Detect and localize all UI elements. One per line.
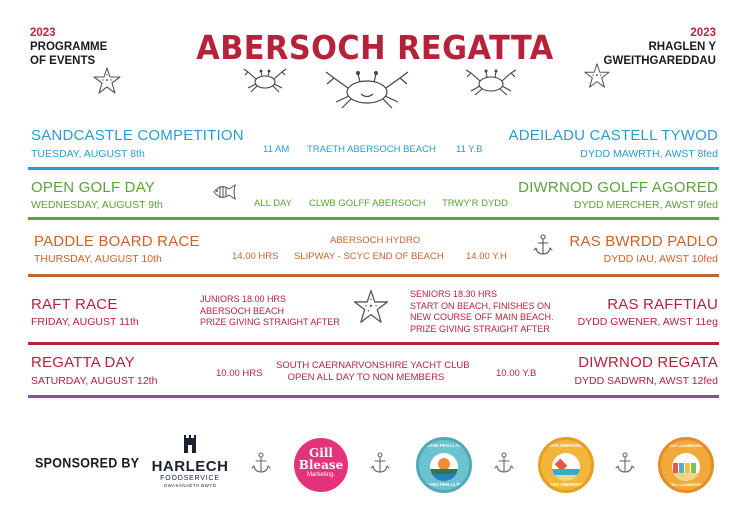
event-venue: SLIPWAY - SCYC END OF BEACH bbox=[294, 251, 444, 262]
gill-blease-logo bbox=[294, 438, 348, 492]
anchor-icon bbox=[494, 451, 514, 475]
gill-line3: Marketing. bbox=[306, 472, 335, 478]
event-venue-block bbox=[276, 360, 470, 384]
crab-icon bbox=[240, 64, 290, 94]
event-time-cy: 11 Y.B bbox=[456, 144, 483, 155]
harlech-sub: FOODSERVICE bbox=[160, 475, 220, 482]
juniors-line: ABERSOCH BEACH bbox=[200, 305, 285, 316]
juniors-line: JUNIORS 18.00 HRS bbox=[200, 294, 287, 304]
event-paddle-board bbox=[0, 229, 750, 283]
page-title: ABERSOCH REGATTA bbox=[196, 28, 554, 67]
seniors-line: PRIZE GIVING STRAIGHT AFTER bbox=[410, 323, 550, 334]
harlech-logo bbox=[150, 432, 230, 489]
year-right: 2023 bbox=[690, 27, 716, 39]
badge-bottom-text: CARU PEN LLŶN bbox=[425, 482, 463, 487]
event-date: THURSDAY, AUGUST 10th bbox=[34, 253, 162, 265]
badge-top-text: LOVE PEN LLŶN bbox=[426, 443, 462, 448]
event-regatta-day bbox=[0, 350, 750, 402]
event-name: RAFT RACE bbox=[31, 296, 118, 313]
anchor-icon bbox=[370, 451, 390, 475]
seniors-line: NEW COURSE OFF MAIN BEACH. bbox=[410, 312, 554, 322]
badge-bottom-text: CARU ABERSOCH bbox=[546, 482, 586, 487]
harlech-sub-cy: GWASANAETH BWYD bbox=[163, 483, 217, 488]
anchor-icon bbox=[251, 451, 271, 475]
love-abersoch-badge bbox=[538, 437, 594, 493]
programme-line1: PROGRAMME bbox=[30, 41, 108, 53]
badge-scene bbox=[552, 453, 580, 481]
event-golf bbox=[0, 177, 750, 227]
event-venue: SOUTH CAERNARVONSHIRE YACHT CLUB bbox=[276, 360, 470, 371]
castle-icon bbox=[182, 432, 198, 454]
rhaglen-line1: RHAGLEN Y bbox=[648, 41, 716, 53]
crab-icon bbox=[318, 66, 416, 112]
divider-line bbox=[28, 167, 719, 170]
love-llanbedrog-badge bbox=[658, 437, 714, 493]
badge-top-text: LOVE ABERSOCH bbox=[546, 443, 586, 448]
programme-line2: OF EVENTS bbox=[30, 55, 96, 67]
event-sandcastle bbox=[0, 125, 750, 177]
event-date-cy: DYDD MERCHER, AWST 9fed bbox=[573, 199, 718, 211]
event-venue-top: ABERSOCH HYDRO bbox=[330, 235, 421, 246]
event-name-cy: RAS BWRDD PADLO bbox=[569, 233, 718, 250]
badge-scene bbox=[430, 453, 458, 481]
event-date-cy: DYDD GWENER, AWST 11eg bbox=[577, 316, 718, 328]
event-date: WEDNESDAY, AUGUST 9th bbox=[31, 199, 163, 211]
event-raft-race bbox=[0, 284, 750, 350]
event-time-cy: TRWY'R DYDD bbox=[442, 198, 509, 209]
seniors-line: SENIORS 18.30 HRS bbox=[410, 289, 498, 299]
harlech-name: HARLECH bbox=[151, 458, 229, 475]
badge-bottom-text: CARU LLANBEDROG bbox=[665, 482, 707, 487]
event-date-cy: DYDD IAU, AWST 10fed bbox=[603, 253, 718, 265]
gill-line2: Blease bbox=[298, 458, 344, 472]
event-name-cy: DIWRNOD REGATA bbox=[578, 354, 718, 371]
event-time: 10.00 HRS bbox=[216, 368, 263, 379]
divider-line bbox=[28, 342, 719, 345]
juniors-block bbox=[200, 294, 340, 329]
event-name-cy: RAS RAFFTIAU bbox=[607, 296, 718, 313]
event-date: SATURDAY, AUGUST 12th bbox=[31, 375, 158, 387]
event-time-cy: 14.00 Y.H bbox=[466, 251, 507, 262]
starfish-icon bbox=[92, 66, 122, 96]
event-time: 11 AM bbox=[263, 144, 290, 155]
divider-line bbox=[28, 395, 719, 398]
event-venue: TRAETH ABERSOCH BEACH bbox=[307, 144, 436, 155]
event-name-cy: ADEILADU CASTELL TYWOD bbox=[508, 127, 718, 144]
divider-line bbox=[28, 274, 719, 277]
event-name: OPEN GOLF DAY bbox=[31, 179, 156, 196]
badge-scene bbox=[672, 453, 700, 481]
starfish-icon bbox=[352, 288, 390, 326]
starfish-icon bbox=[583, 62, 611, 90]
event-date-cy: DYDD SADWRN, AWST 12fed bbox=[574, 375, 718, 387]
event-date-cy: DYDD MAWRTH, AWST 8fed bbox=[580, 148, 718, 160]
event-time: ALL DAY bbox=[254, 198, 293, 209]
year-left: 2023 bbox=[30, 27, 56, 39]
crab-icon bbox=[462, 64, 520, 98]
event-venue: CLWB GOLFF ABERSOCH bbox=[309, 198, 426, 209]
rhaglen-line2: GWEITHGAREDDAU bbox=[603, 55, 716, 67]
event-name: SANDCASTLE COMPETITION bbox=[31, 127, 244, 144]
event-time: 14.00 HRS bbox=[232, 251, 279, 262]
fish-icon bbox=[211, 181, 237, 203]
sponsored-by-label: SPONSORED BY bbox=[35, 455, 140, 471]
gill-line1: Gill bbox=[309, 446, 333, 460]
event-date: TUESDAY, AUGUST 8th bbox=[31, 148, 145, 160]
divider-line bbox=[28, 217, 719, 220]
event-name-cy: DIWRNOD GOLFF AGORED bbox=[518, 179, 718, 196]
event-name: PADDLE BOARD RACE bbox=[34, 233, 200, 250]
seniors-line: START ON BEACH, FINISHES ON bbox=[410, 300, 551, 311]
juniors-line: PRIZE GIVING STRAIGHT AFTER bbox=[200, 317, 340, 327]
anchor-icon bbox=[533, 233, 553, 257]
event-date: FRIDAY, AUGUST 11th bbox=[31, 316, 139, 328]
seniors-block bbox=[410, 289, 554, 335]
anchor-icon bbox=[615, 451, 635, 475]
event-name: REGATTA DAY bbox=[31, 354, 135, 371]
event-venue-note: OPEN ALL DAY TO NON MEMBERS bbox=[287, 372, 445, 383]
event-time-cy: 10.00 Y.B bbox=[496, 368, 537, 379]
love-pen-llyn-badge bbox=[416, 437, 472, 493]
badge-top-text: LOVE LLANBEDROG bbox=[665, 443, 707, 448]
